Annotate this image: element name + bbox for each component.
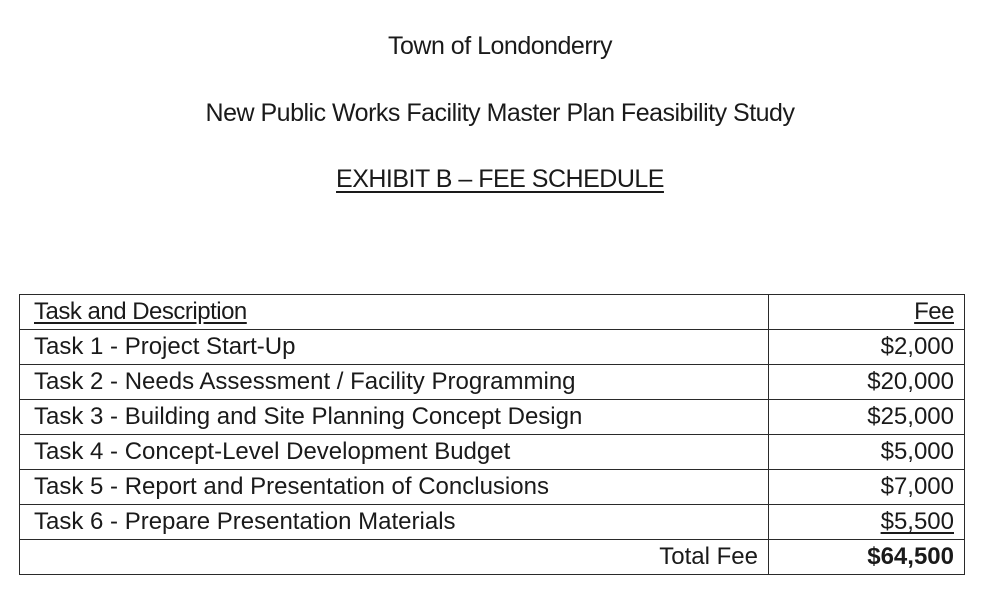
task-cell: Task 5 - Report and Presentation of Conclusions: [20, 470, 769, 505]
fee-cell: $20,000: [769, 365, 965, 400]
town-title: Town of Londonderry: [388, 32, 612, 60]
total-row: [20, 540, 965, 575]
task-cell: Task 1 - Project Start-Up: [20, 330, 769, 365]
fee-cell: $25,000: [769, 400, 965, 435]
fee-schedule-table: [19, 294, 965, 575]
table-row: [20, 400, 965, 435]
column-header-task: Task and Description: [20, 295, 769, 330]
column-header-fee: Fee: [769, 295, 965, 330]
task-cell: Task 4 - Concept-Level Development Budget: [20, 435, 769, 470]
task-cell: Task 2 - Needs Assessment / Facility Programming: [20, 365, 769, 400]
table-row: [20, 435, 965, 470]
fee-cell: $5,500: [769, 505, 965, 540]
task-cell: Task 6 - Prepare Presentation Materials: [20, 505, 769, 540]
total-fee-value: $64,500: [769, 540, 965, 575]
task-cell: Task 3 - Building and Site Planning Concept Design: [20, 400, 769, 435]
table-header-row: [20, 295, 965, 330]
table-row: [20, 330, 965, 365]
table-row: [20, 365, 965, 400]
fee-cell: $7,000: [769, 470, 965, 505]
table-row: [20, 470, 965, 505]
fee-cell: $2,000: [769, 330, 965, 365]
total-fee-label: Total Fee: [20, 540, 769, 575]
study-title: New Public Works Facility Master Plan Feasibility Study: [205, 99, 795, 127]
fee-cell: $5,000: [769, 435, 965, 470]
table-row: [20, 505, 965, 540]
exhibit-title: EXHIBIT B – FEE SCHEDULE: [336, 165, 664, 193]
